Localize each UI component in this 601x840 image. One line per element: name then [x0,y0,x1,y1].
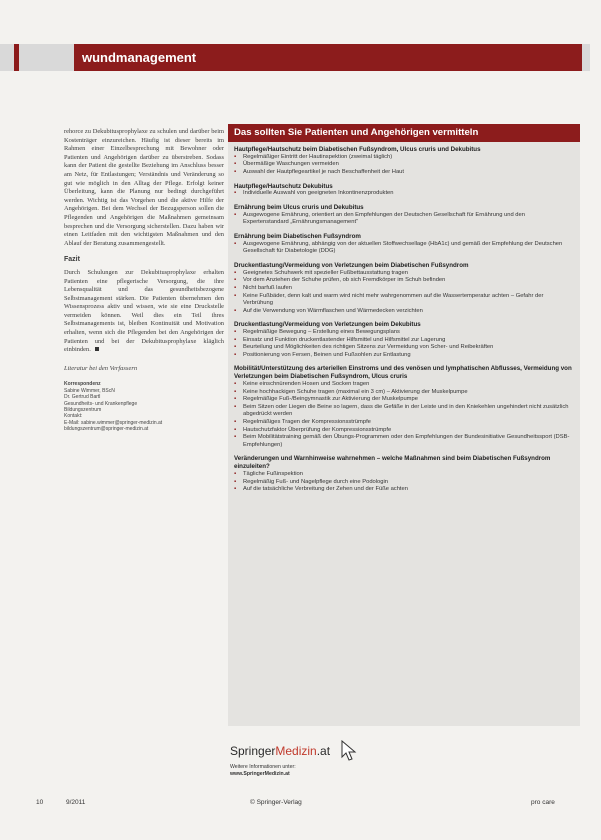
contact-line: Sabine Wimmer, BScN [64,387,115,394]
info-section [234,146,572,177]
page-number: 10 [36,799,44,806]
info-section [234,262,572,315]
bullet-list [234,329,572,359]
bullet-item: ▪ Keine Fußbäder, denn kalt und warm wird nicht mehr wahrgenommen auf die Wassertemperatur achten – Gefahr der Verbrühung [234,293,572,308]
springer-medizin-logo[interactable] [230,744,410,777]
contact-line: bildungszentrum@springer-medizin.at [64,426,149,433]
info-section [234,321,572,359]
bullet-item: ▪ Vor dem Anziehen der Schuhe prüfen, ob sich Fremdkörper im Schuh befinden [234,277,572,285]
header-accent-mark [14,44,19,71]
fazit-heading: Fazit [64,256,80,264]
bullet-item: ▪ Regelmäßig Fuß- und Nagelpflege durch eine Podologin [234,479,572,487]
bullet-item: ▪ Einsatz und Funktion druckentlastender Hilfsmittel und Hilfsmittel zur Lagerung [234,337,572,345]
section-title: wundmanagement [74,44,582,71]
bullet-item: ▪ Auf die Verwendung von Wärmflaschen und Wärmedecken verzichten [234,308,572,316]
info-section [234,183,572,198]
info-section [234,365,572,449]
end-of-article-mark [95,347,99,351]
info-section-heading: Ernährung beim Diabetischen Fußsyndrom [234,232,361,240]
info-section-heading: Hautpflege/Hautschutz beim Diabetischen Fußsyndrom, Ulcus cruris und Dekubitus [234,146,481,153]
bullet-list [234,471,572,494]
bullet-item: ▪ Regelmäßiges Tragen der Kompressionsstrümpfe [234,419,572,427]
bullet-list [234,381,572,449]
issue-number: 9/2011 [66,799,86,806]
bullet-item: ▪ Keine hochhackigen Schuhe tragen (maximal ein 3 cm) – Aktivierung der Muskelpumpe [234,389,572,397]
bullet-item: ▪ Geeignetes Schuhwerk mit spezieller Fußbettausstattung tragen [234,270,572,278]
mouse-pointer-icon [340,740,358,762]
article-left-column [64,128,224,433]
contact-line: Kontakt: [64,413,83,420]
literature-note: Literatur bei den Verfassern [64,364,138,372]
logo-wordmark: SpringerMedizin.at [230,744,331,758]
bullet-item: ▪ Nicht barfuß laufen [234,285,572,293]
bullet-item: ▪ Tägliche Fußinspektion [234,471,572,479]
journal-name: pro care [531,799,555,806]
info-box-sections [228,142,580,494]
logo-url-link[interactable]: www.SpringerMedizin.at [230,771,290,777]
bullet-item: ▪ Beim Mobilitätstraining gemäß den Übungs-Programmen oder den Empfehlungen der Bundesinitiative Gesundheitssport (DSB-Empfehlungen) [234,434,572,449]
info-section-heading: Druckentlastung/Vermeidung von Verletzungen beim Dekubitus [234,321,421,329]
bullet-item: ▪ Hautschutzfaktor Überprüfung der Kompressionsstrümpfe [234,427,572,435]
logo-tagline: Weitere Informationen unter: [230,764,296,770]
bullet-list [234,241,572,256]
bullet-item: ▪ Positionierung von Fersen, Beinen und Fußsohlen zur Entlastung [234,352,572,360]
info-section-heading: Druckentlastung/Vermeidung von Verletzungen beim Diabetischen Fußsyndrom [234,261,469,269]
info-section [234,204,572,227]
bullet-item: ▪ Ausgewogene Ernährung, abhängig von der aktuellen Stoffwechsellage (HbA1c) und gemäß der Empfehlung der Deutschen Gesellschaft für Diabetologie (DDG) [234,241,572,256]
bullet-item: ▪ Auswahl der Hautpflegeartikel je nach Beschaffenheit der Haut [234,169,572,177]
bullet-list [234,154,572,177]
contact-line: Dr. Gertrud Bartl [64,394,101,401]
bullet-item: ▪ Ausgewogene Ernährung, orientiert an den Empfehlungen der Deutschen Gesellschaft für Ernährung und den Expertenstandard „Ernährungsmanagement“ [234,212,572,227]
bullet-item: ▪ Regelmäßige Bewegung – Erstellung eines Bewegungsplans [234,329,572,337]
info-section-heading: Hautpflege/Hautschutz Dekubitus [234,182,333,190]
bullet-item: ▪ Individuelle Auswahl von geeigneten Inkontinenzprodukten [234,190,572,198]
body-paragraph-2: Durch Schulungen zur Dekubitusprophylaxe erhalten Patienten eine pflegerische Versorgung, die ihre Lebensqualität und das gesundheitsbezogene Selbstmanagement stärken. Die Patienten übernehmen den Wissensprozess aktiv und wissen, wie sie eine Druckstelle vermeiden können. Weil dies ein Teil ihres Selbstmanagements ist, bleiben Kontinuität und Motivation erhalten, wenn sich die Pflegenden bei den Angehörigen der Patienten und bei der Dekubitusprophylaxe kläglich einbinden. [64,268,224,354]
info-section [234,455,572,493]
info-section [234,233,572,256]
body-paragraph-1: rehorce zu Dekubitusprophylaxe zu schulen und darüber beim Kostenträger einzureichen. Häufig ist dieser bereits im Rahmen einer Einzelbesprechung mit Bewohner oder Patienten und Angehörigen darüber zu überstreben. Sodass kann der Patient die gestellte Beziehung im Anschluss besser am Netz, für Entlastungen; Verständnis und Veränderung so gut wie möglich in den Alltag der Pflege. Erfolgt keiner Überleitung, kann die Planung nur bedingt durchgeführt werden. Wichtig ist das Vorgehen und die aktive Hilfe der Angehörigen. Bei dem Wechsel der Bezugsperson sollen die Pflegenden und Angehörigen die Maßnahmen gemeinsam besprechen und die Versorgung sicherstellen. Dazu haben wir einen Leitfaden mit den wichtigsten Maßnahmen und den Ablauf der Beratung zusammengestellt. [64,128,224,247]
contact-heading: Korrespondenz [64,381,101,388]
contact-line: E-Mail: sabine.wimmer@springer-medizin.at [64,419,163,426]
contact-block [64,381,224,432]
bullet-item: ▪ Keine einschnürenden Hosen und Socken tragen [234,381,572,389]
bullet-item: ▪ Auf die tatsächliche Verbreitung der Zehen und der Füße achten [234,486,572,494]
info-box-title: Das sollten Sie Patienten und Angehörigen vermitteln [228,124,580,142]
bullet-list [234,270,572,316]
info-section-heading: Ernährung beim Ulcus cruris und Dekubitus [234,203,364,211]
bullet-item: ▪ Beurteilung und Möglichkeiten des richtigen Sitzens zur Vermeidung von Scher- und Reibekräften [234,344,572,352]
bullet-item: ▪ Übermäßige Waschungen vermeiden [234,161,572,169]
bullet-list [234,212,572,227]
bullet-item: ▪ Regelmäßige Fuß-/Beingymnastik zur Aktivierung der Muskelpumpe [234,396,572,404]
contact-line: Bildungszentrum [64,407,102,414]
info-box [228,124,580,726]
info-section-heading: Veränderungen und Warnhinweise wahrnehmen – welche Maßnahmen sind beim Diabetischen Fußsyndrom einzuleiten? [234,455,551,471]
info-section-heading: Mobilität/Unterstützung des arteriellen Einstroms und des venösen und lymphatischen Abflusses, Vermeidung von Verletzungen beim Diabetischen Fußsyndrom, Ulcus cruris [234,365,572,381]
bullet-list [234,190,572,198]
copyright-notice: © Springer-Verlag [250,799,302,806]
contact-line: Gesundheits- und Krankenpflege [64,400,138,407]
bullet-item: ▪ Beim Sitzen oder Liegen die Beine so lagern, dass die Gefäße in der Leiste und in den Kniekehlen ungehindert nicht zusätzlich abgedrückt werden [234,404,572,419]
bullet-item: ▪ Regelmäßiger Eintritt der Hautinspektion (zweimal täglich) [234,154,572,162]
